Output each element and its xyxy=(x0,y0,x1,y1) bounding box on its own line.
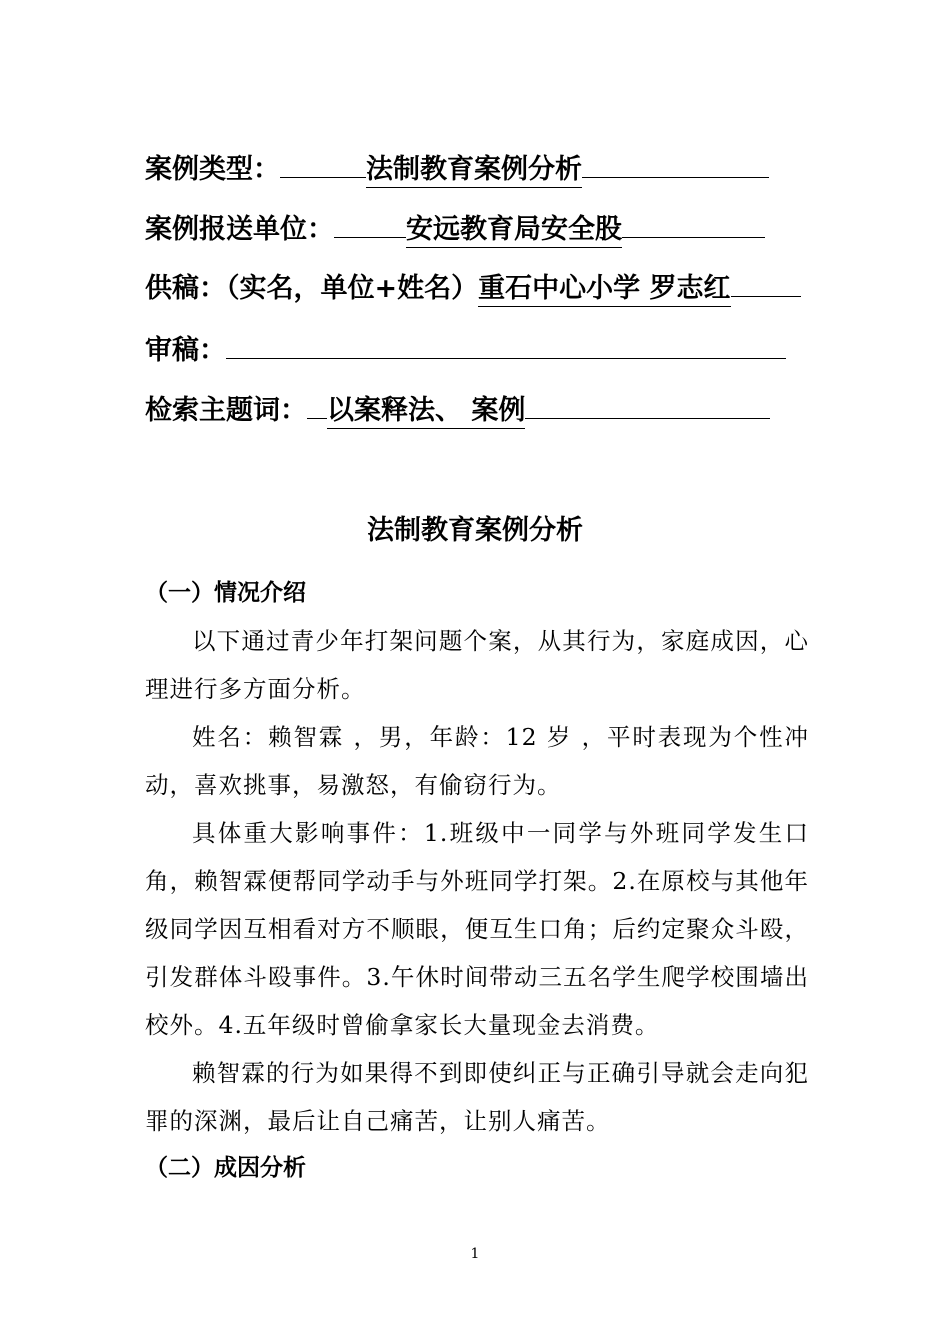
field-label: 案例类型： xyxy=(145,154,280,185)
field-label: 供稿：（实名，单位+姓名） xyxy=(145,273,479,304)
paragraph: 姓名：赖智霖 ，男，年龄：12 岁 ，平时表现为个性冲动，喜欢挑事，易激怒，有偷窃行为。 xyxy=(145,723,809,799)
field-keywords xyxy=(145,391,770,431)
field-reviewer xyxy=(145,331,786,371)
blank-underline xyxy=(334,237,406,238)
blank-underline xyxy=(731,296,801,297)
page-number: 1 xyxy=(470,1246,480,1262)
blank-underline xyxy=(525,418,770,419)
paragraph: 具体重大影响事件：1.班级中一同学与外班同学发生口角，赖智霖便帮同学动手与外班同学打架。2.在原校与其他年级同学因互相看对方不顺眼，便互生口角；后约定聚众斗殴，引发群体斗殴事件。3.午休时间带动三五名学生爬学校围墙出校外。4.五年级时曾偷拿家长大量现金去消费。 xyxy=(145,819,809,1039)
field-value-blank xyxy=(226,358,786,359)
blank-underline xyxy=(582,177,769,178)
section-heading-causes: （二）成因分析 xyxy=(145,1155,306,1181)
field-value: 重石中心小学 罗志红 xyxy=(478,272,730,307)
field-label: 检索主题词： xyxy=(145,395,307,426)
section-heading-intro: （一）情况介绍 xyxy=(145,580,306,606)
paragraph: 赖智霖的行为如果得不到即使纠正与正确引导就会走向犯罪的深渊，最后让自己痛苦，让别人痛苦。 xyxy=(145,1059,809,1135)
blank-underline xyxy=(307,418,327,419)
field-reporting-unit xyxy=(145,210,765,250)
field-label: 案例报送单位： xyxy=(145,214,334,245)
field-contributor xyxy=(145,269,801,309)
blank-underline xyxy=(280,177,366,178)
document-title: 法制教育案例分析 xyxy=(367,515,583,546)
field-case-type xyxy=(145,150,769,190)
field-value: 安远教育局安全股 xyxy=(406,213,622,248)
field-value: 法制教育案例分析 xyxy=(366,153,582,188)
field-value: 以案释法、 案例 xyxy=(327,394,525,429)
field-label: 审稿： xyxy=(145,335,226,366)
blank-underline xyxy=(622,237,765,238)
paragraph: 以下通过青少年打架问题个案，从其行为，家庭成因，心理进行多方面分析。 xyxy=(145,627,809,703)
